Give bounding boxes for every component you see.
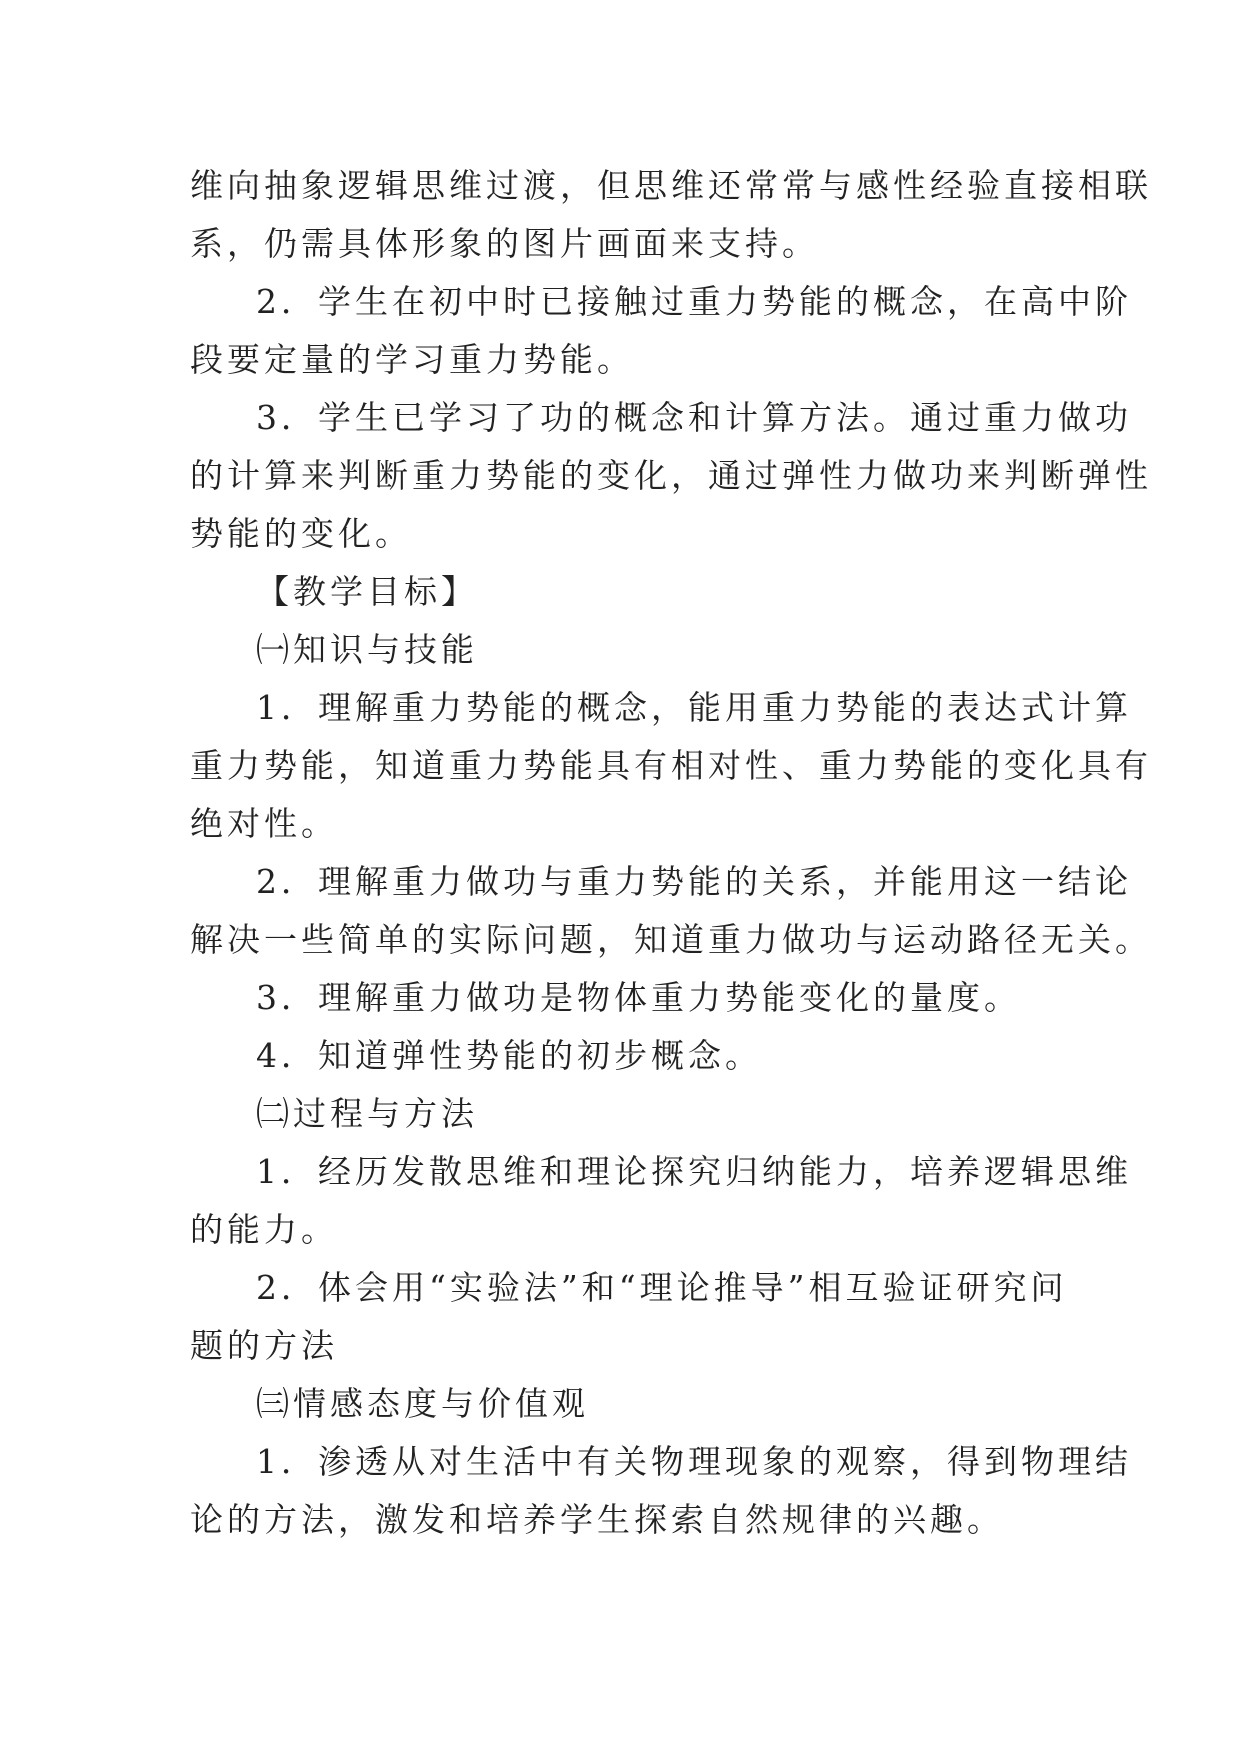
section-heading: 【教学目标】	[256, 572, 478, 611]
text-line: 3．学生已学习了功的概念和计算方法。通过重力做功	[256, 398, 1132, 437]
document-body	[190, 157, 1152, 1549]
text-line: 段要定量的学习重力势能。	[190, 340, 634, 379]
subsection-heading: ㈠知识与技能	[256, 630, 478, 669]
text-line: 解决一些简单的实际问题，知道重力做功与运动路径无关。	[190, 920, 1152, 959]
text-line: 3．理解重力做功是物体重力势能变化的量度。	[256, 978, 1021, 1017]
subsection-heading: ㈡过程与方法	[256, 1094, 478, 1133]
text-line: 2．体会用“实验法”和“理论推导”相互验证研究问	[256, 1268, 1068, 1307]
text-line: 1．理解重力势能的概念，能用重力势能的表达式计算	[256, 688, 1132, 727]
text-line: 2．理解重力做功与重力势能的关系，并能用这一结论	[256, 862, 1132, 901]
text-line: 重力势能，知道重力势能具有相对性、重力势能的变化具有	[190, 746, 1152, 785]
subsection-heading: ㈢情感态度与价值观	[256, 1384, 589, 1423]
text-line: 题的方法	[190, 1326, 338, 1365]
text-line: 维向抽象逻辑思维过渡，但思维还常常与感性经验直接相联	[190, 166, 1152, 205]
text-line: 绝对性。	[190, 804, 338, 843]
text-line: 系，仍需具体形象的图片画面来支持。	[190, 224, 819, 263]
text-line: 势能的变化。	[190, 514, 412, 553]
text-line: 论的方法，激发和培养学生探索自然规律的兴趣。	[190, 1500, 1004, 1539]
text-line: 的能力。	[190, 1210, 338, 1249]
text-line: 4．知道弹性势能的初步概念。	[256, 1036, 762, 1075]
text-line: 2．学生在初中时已接触过重力势能的概念，在高中阶	[256, 282, 1132, 321]
text-line: 1．渗透从对生活中有关物理现象的观察，得到物理结	[256, 1442, 1132, 1481]
text-line: 的计算来判断重力势能的变化，通过弹性力做功来判断弹性	[190, 456, 1152, 495]
text-line: 1．经历发散思维和理论探究归纳能力，培养逻辑思维	[256, 1152, 1132, 1191]
